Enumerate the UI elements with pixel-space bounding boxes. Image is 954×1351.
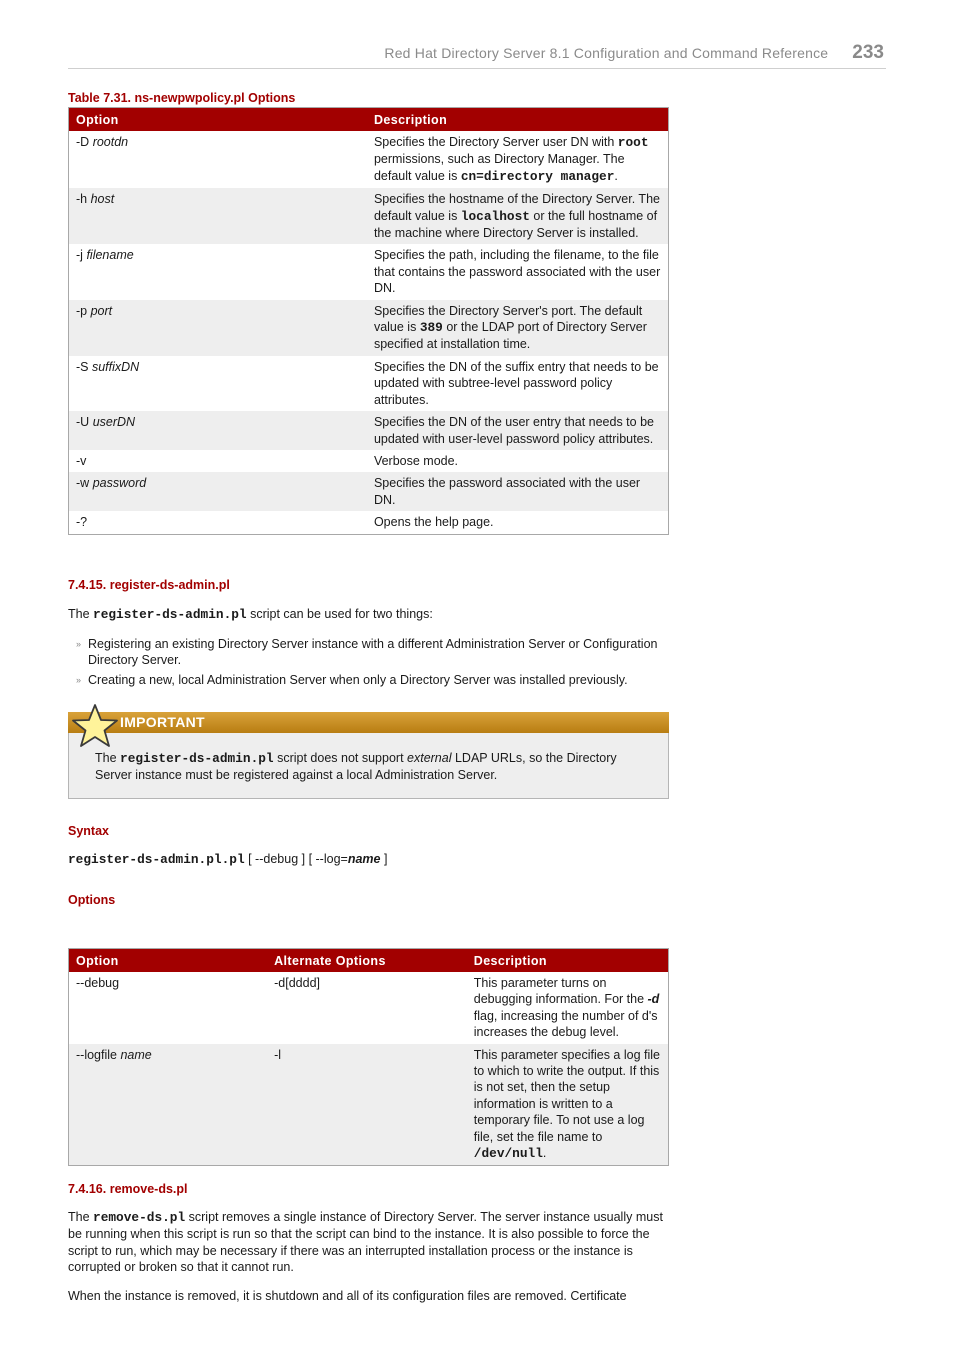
section-heading-register-ds-admin: 7.4.15. register-ds-admin.pl (68, 578, 230, 592)
option-cell: -v (76, 453, 87, 468)
important-text: The register-ds-admin.pl script does not support external LDAP URLs, so the Directory Server instance must be registered against a local Administration Server. (68, 733, 669, 799)
option-cell: -S suffixDN (76, 359, 140, 374)
description-cell: Specifies the Directory Server user DN with root permissions, such as Directory Manager. The default value is cn=directory manager. (373, 135, 649, 184)
table-header-row (69, 949, 669, 973)
option-cell: --debug (76, 976, 120, 990)
list-item: » Registering an existing Directory Server instance with a different Administration Server or Configuration Directory Server. (76, 637, 658, 668)
table-row (69, 450, 669, 472)
syntax-heading: Syntax (68, 824, 109, 838)
intro-paragraph: The register-ds-admin.pl script can be used for two things: (68, 607, 433, 622)
important-label: IMPORTANT (68, 712, 669, 733)
running-header (68, 42, 886, 69)
alternate-cell: -l (267, 1044, 467, 1166)
section-heading-remove-ds: 7.4.16. remove-ds.pl (68, 1182, 188, 1196)
description-cell: Opens the help page. (373, 515, 494, 530)
usage-list (68, 636, 668, 691)
important-admonition (68, 712, 669, 799)
column-header-option: Option (69, 108, 367, 132)
table-row (69, 511, 669, 534)
bullet-icon: » (76, 639, 82, 649)
remove-ds-paragraph-2: When the instance is removed, it is shutdown and all of its configuration files are removed. Certificate (68, 1289, 627, 1303)
table-row (69, 300, 669, 356)
table-row (69, 244, 669, 299)
description-cell: Specifies the password associated with the user DN. (367, 472, 669, 511)
table-caption: Table 7.31. ns-newpwpolicy.pl Options (68, 91, 296, 105)
table-row (69, 131, 669, 188)
column-header-description: Description (367, 108, 669, 132)
options-table-register-ds-admin (68, 948, 669, 1166)
running-header-title: Red Hat Directory Server 8.1 Configuration and Command Reference (384, 45, 829, 61)
description-cell: Specifies the DN of the suffix entry that needs to be updated with subtree-level password policy attributes. (373, 359, 659, 407)
option-cell: -h host (69, 188, 367, 244)
table-row (69, 188, 669, 244)
description-cell: Specifies the path, including the filename, to the file that contains the password associated with the user DN. (373, 248, 661, 296)
column-header-alternate: Alternate Options (267, 949, 467, 973)
star-icon (71, 703, 119, 749)
column-header-option: Option (69, 949, 268, 973)
description-cell: This parameter turns on debugging information. For the -d flag, increasing the number of d's increases the debug level. (473, 976, 660, 1040)
list-item: » Creating a new, local Administration Server when only a Directory Server was installed previously. (76, 672, 628, 687)
remove-ds-paragraph: The remove-ds.pl script removes a single instance of Directory Server. The server instance usually must be running when this script is run so that the script can bind to the instance. It is also possible to force the script to run, which may be necessary if there was an interrupted installation process or the instance is corrupted or broken so that it cannot run. (68, 1210, 663, 1275)
table-row (69, 411, 669, 450)
syntax-line: register-ds-admin.pl.pl [ --debug ] [ --log=name ] (68, 852, 388, 867)
table-row (69, 1044, 669, 1166)
options-table-ns-newpwpolicy (68, 107, 669, 535)
table-header-row (69, 108, 669, 132)
options-heading: Options (68, 893, 116, 907)
bullet-icon: » (76, 674, 82, 685)
description-cell: Specifies the hostname of the Directory Server. The default value is localhost or the full hostname of the machine where Directory Server is installed. (367, 188, 669, 244)
table-row (69, 972, 669, 1044)
description-cell: Specifies the DN of the user entry that needs to be updated with user-level password policy attributes. (367, 411, 669, 450)
table-row (69, 472, 669, 511)
page-number: 233 (852, 42, 884, 63)
option-cell: -? (76, 515, 88, 530)
description-cell: Specifies the Directory Server's port. The default value is 389 or the LDAP port of Directory Server specified at installation time. (367, 300, 669, 356)
option-cell: -U userDN (69, 411, 367, 450)
option-cell: -p port (69, 300, 367, 356)
option-cell: -w password (69, 472, 367, 511)
column-header-description: Description (467, 949, 669, 973)
option-cell: --logfile name (69, 1044, 268, 1166)
alternate-cell: -d[dddd] (274, 976, 320, 990)
description-cell: Verbose mode. (373, 453, 459, 468)
description-cell: This parameter specifies a log file to which to write the output. If this is not set, then the setup information is written to a temporary file. To not use a log file, set the file name to /dev/null. (467, 1044, 669, 1166)
option-cell: -j filename (76, 248, 134, 263)
table-row (69, 356, 669, 411)
option-cell: -D rootdn (76, 135, 129, 149)
